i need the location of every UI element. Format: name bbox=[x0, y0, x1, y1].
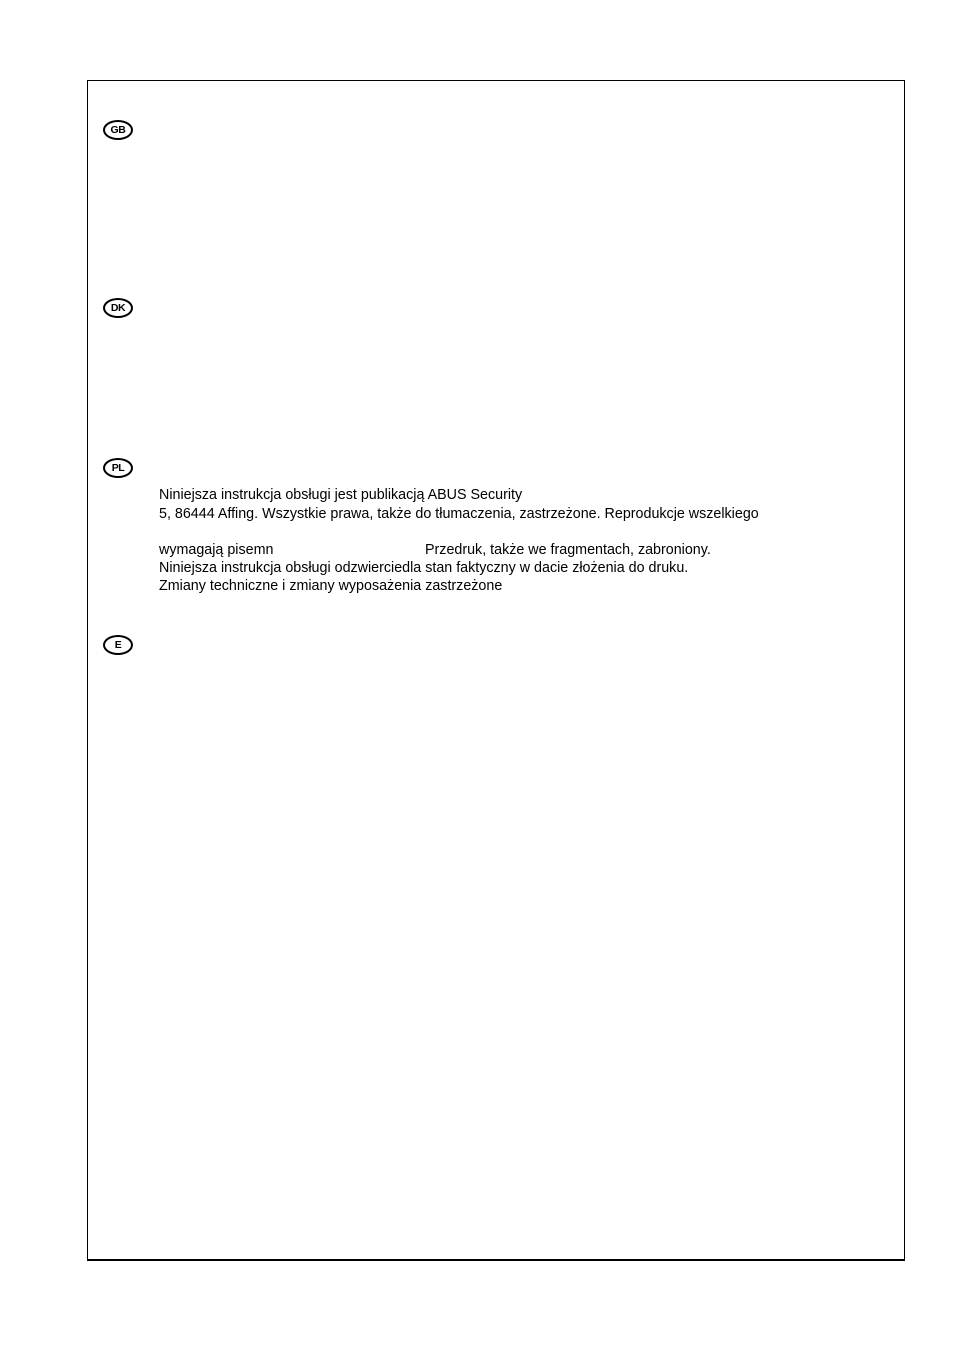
gb-language-badge-icon: GB bbox=[103, 120, 133, 140]
e-language-badge-icon: E bbox=[103, 635, 133, 655]
pl-text-line-3-left: wymagają pisemn bbox=[159, 542, 274, 558]
dk-language-badge-icon: DK bbox=[103, 298, 133, 318]
page-frame bbox=[87, 80, 905, 1261]
pl-text-line-4: Niniejsza instrukcja obsługi odzwierciedla stan faktyczny w dacie złożenia do druku. bbox=[159, 560, 689, 576]
pl-text-line-2: 5, 86444 Affing. Wszystkie prawa, także do tłumaczenia, zastrzeżone. Reprodukcje wszelkiego bbox=[159, 506, 759, 522]
pl-language-badge-icon: PL bbox=[103, 458, 133, 478]
pl-text-line-1: Niniejsza instrukcja obsługi jest publikacją ABUS Security bbox=[159, 487, 523, 503]
pl-text-line-3-right: Przedruk, także we fragmentach, zabroniony. bbox=[425, 542, 711, 558]
pl-text-line-5: Zmiany techniczne i zmiany wyposażenia zastrzeżone bbox=[159, 578, 503, 594]
